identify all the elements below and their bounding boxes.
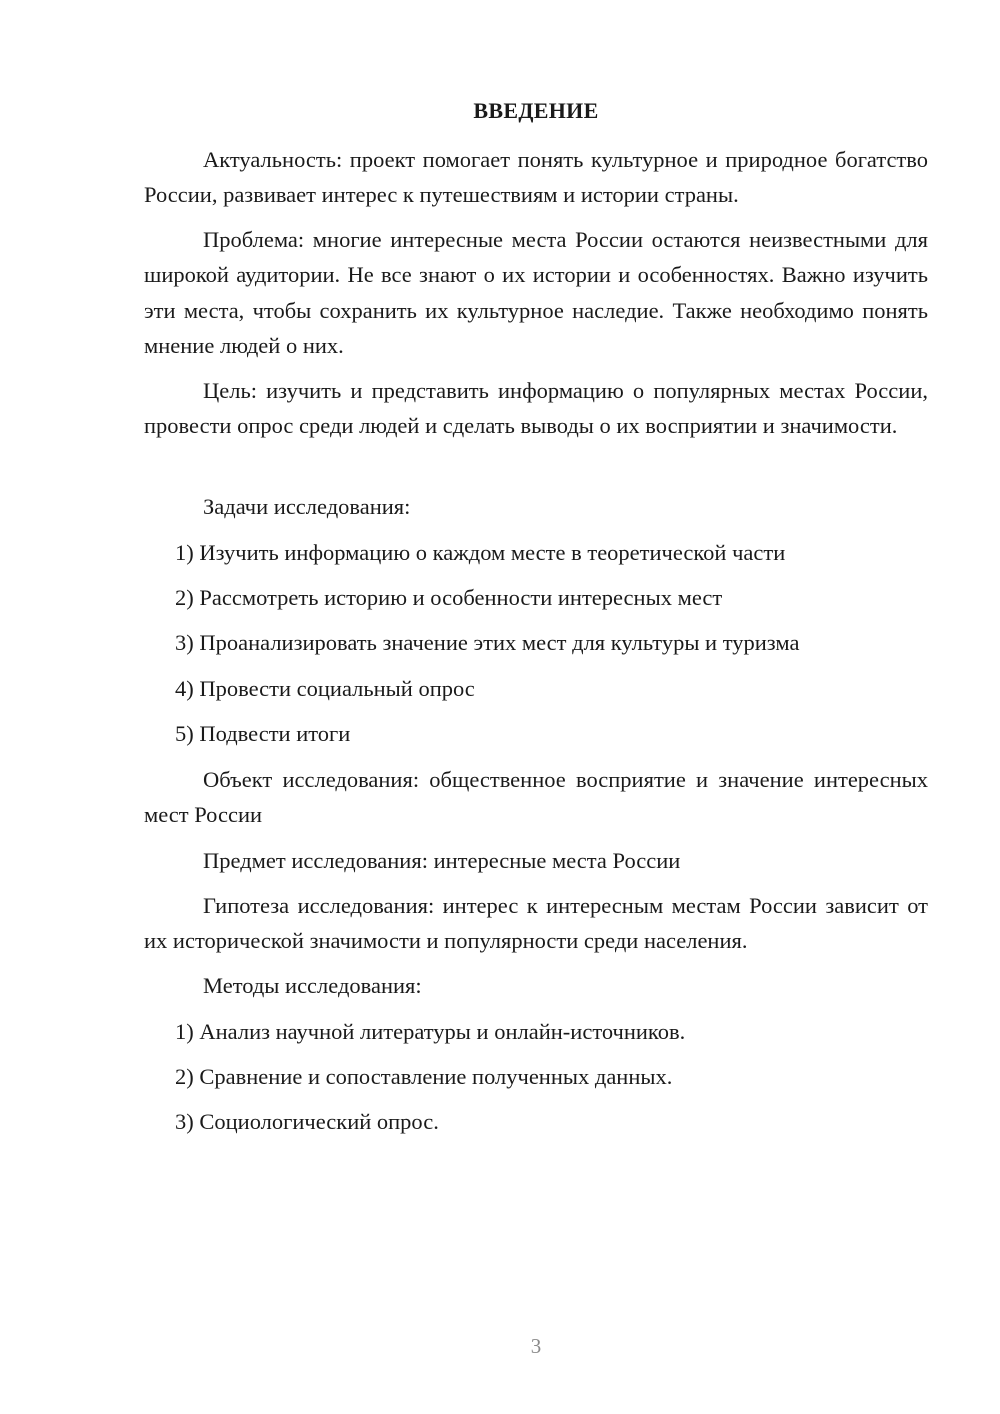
- task-item: 4) Провести социальный опрос: [175, 676, 475, 701]
- problem-paragraph: Проблема: многие интересные места России остаются неизвестными для широкой аудитории. Не все знают о их истории и особенностях. Важно изучить эти места, чтобы сохранить их культурное наследие. Также необходимо понять мнение людей о них.: [144, 227, 928, 358]
- relevance-paragraph: Актуальность: проект помогает понять культурное и природное богатство России, развивает интерес к путешествиям и истории страны.: [144, 147, 928, 208]
- method-item: 2) Сравнение и сопоставление полученных данных.: [175, 1064, 673, 1089]
- task-item: 1) Изучить информацию о каждом месте в теоретической части: [175, 540, 786, 565]
- goal-paragraph: Цель: изучить и представить информацию о популярных местах России, провести опрос среди людей и сделать выводы о их восприятии и значимости.: [144, 378, 928, 439]
- subject-paragraph: Предмет исследования: интересные места России: [203, 848, 681, 873]
- page-title: ВВЕДЕНИЕ: [473, 98, 599, 123]
- task-item: 5) Подвести итоги: [175, 721, 351, 746]
- page-number: 3: [530, 1334, 542, 1358]
- task-item: 3) Проанализировать значение этих мест для культуры и туризма: [175, 630, 800, 655]
- hypothesis-paragraph: Гипотеза исследования: интерес к интересным местам России зависит от их исторической значимости и популярности среди населения.: [144, 893, 928, 954]
- document-page: [144, 0, 928, 1414]
- methods-heading: Методы исследования:: [203, 973, 422, 998]
- task-item: 2) Рассмотреть историю и особенности интересных мест: [175, 585, 723, 610]
- tasks-heading: Задачи исследования:: [203, 494, 411, 519]
- method-item: 3) Социологический опрос.: [175, 1109, 439, 1134]
- object-paragraph: Объект исследования: общественное восприятие и значение интересных мест России: [144, 767, 928, 828]
- method-item: 1) Анализ научной литературы и онлайн-источников.: [175, 1019, 686, 1044]
